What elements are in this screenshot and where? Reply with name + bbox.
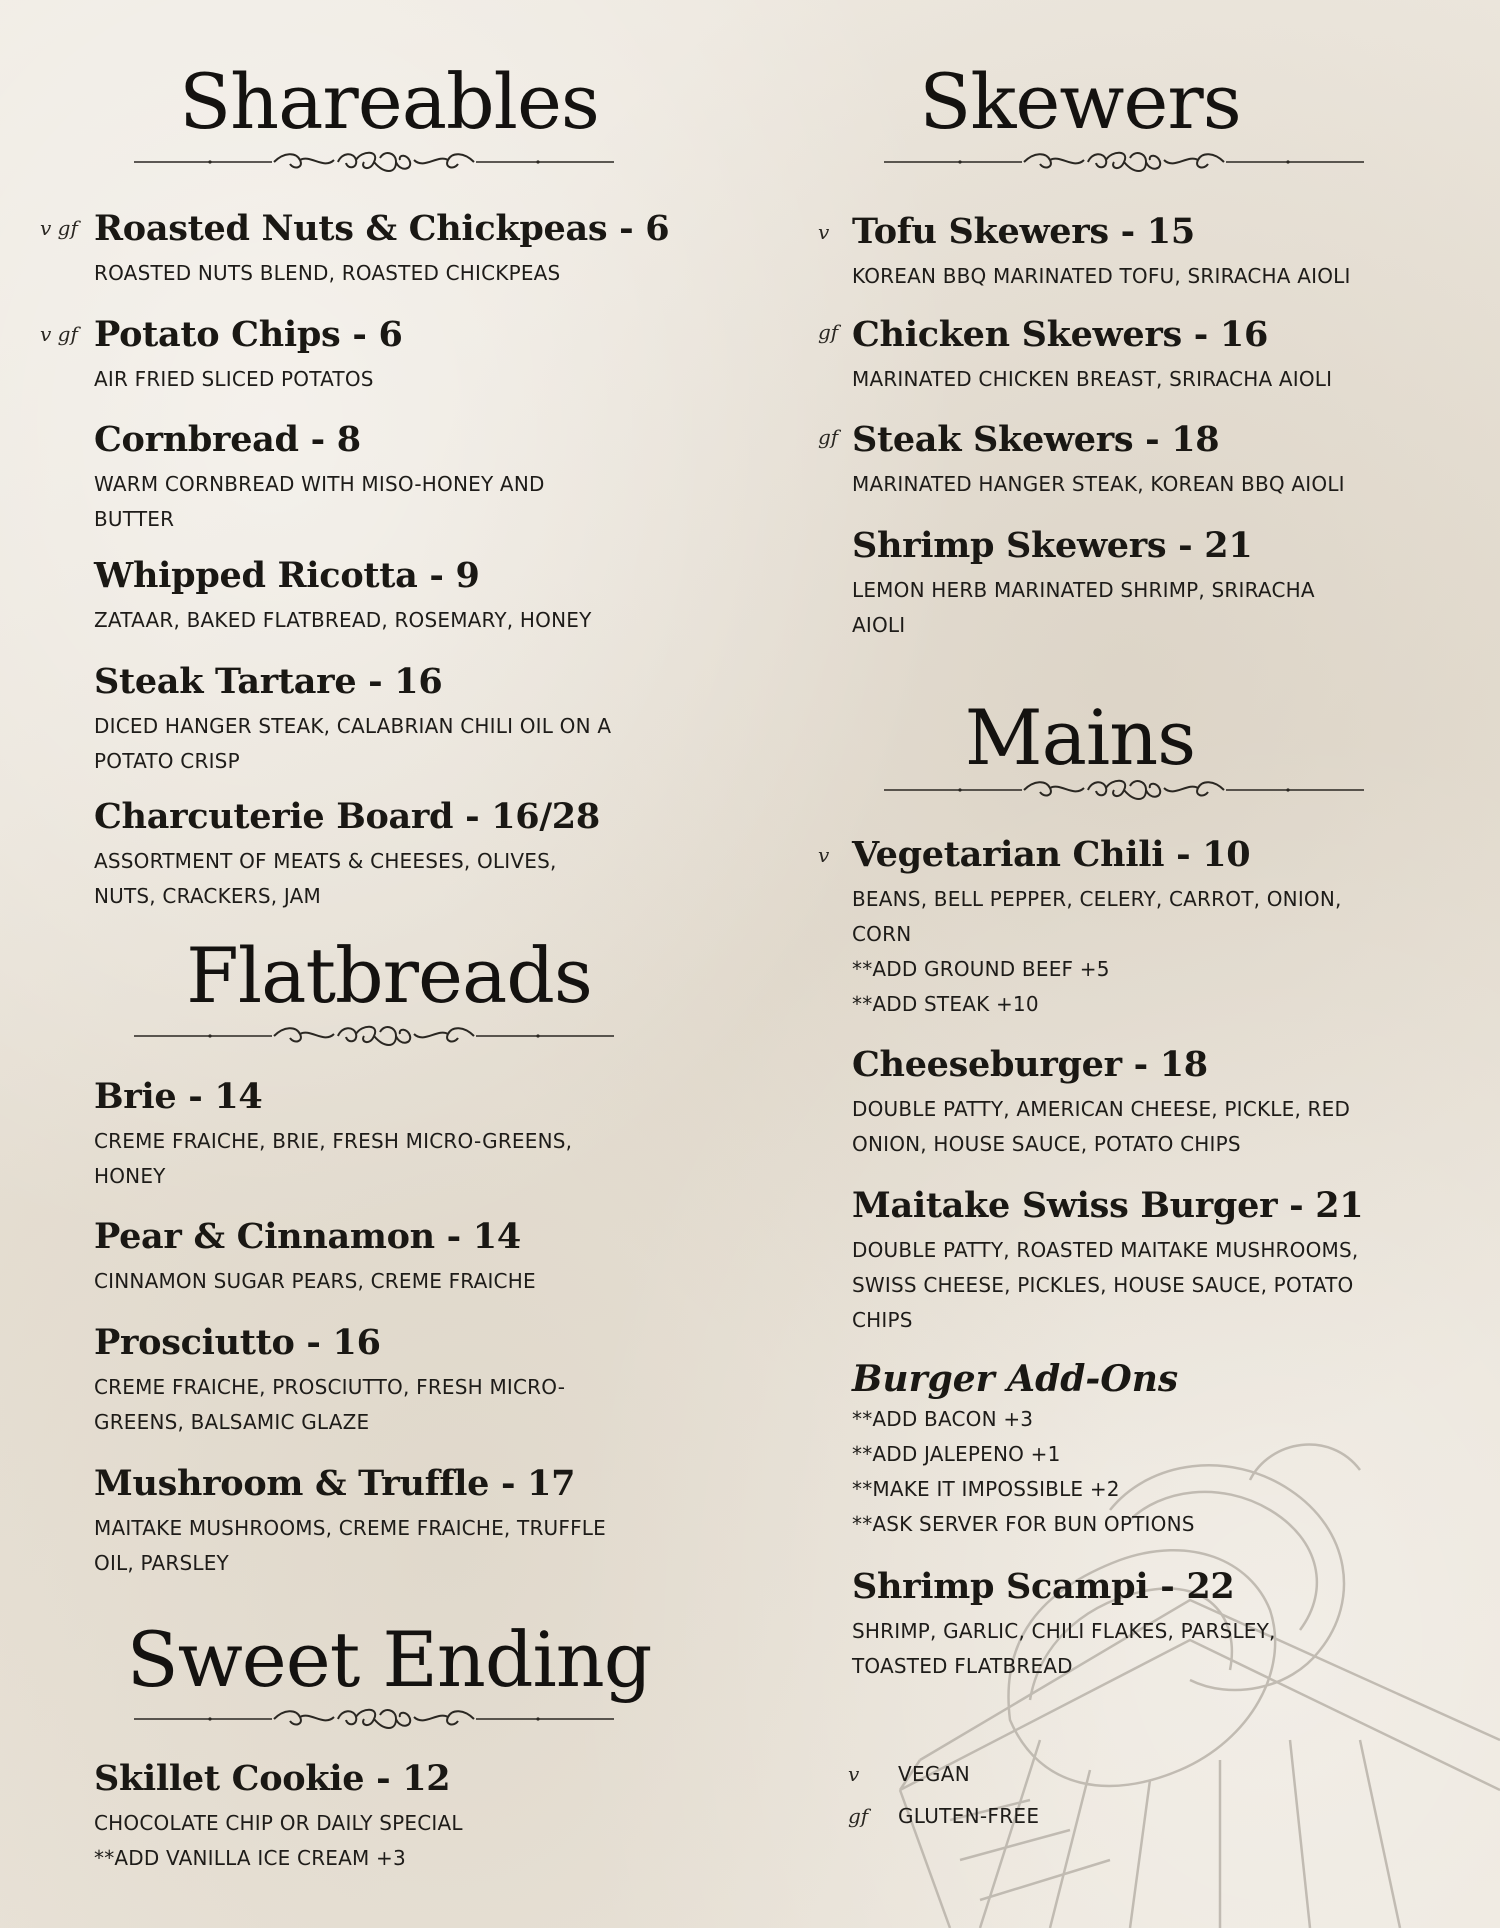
menu-item: [852, 1566, 1276, 1684]
item-name: Tofu Skewers - 15: [852, 211, 1195, 252]
section-title-skewers: Skewers: [919, 57, 1241, 146]
legend-symbol: gf: [848, 1804, 869, 1828]
ornament-divider: [884, 150, 1364, 174]
item-name: Pear & Cinnamon - 14: [94, 1216, 521, 1257]
dietary-tag: v gf: [40, 322, 78, 346]
item-name: Roasted Nuts & Chickpeas - 6: [94, 208, 670, 249]
menu-item: [94, 1076, 572, 1194]
dietary-tag: v: [818, 843, 830, 867]
item-description: CHOCOLATE CHIP OR DAILY SPECIAL **ADD VANILLA ICE CREAM +3: [94, 1811, 463, 1870]
menu-item: [94, 1322, 565, 1440]
item-description: MARINATED HANGER STEAK, KOREAN BBQ AIOLI: [852, 472, 1345, 496]
dietary-tag: gf: [818, 320, 839, 344]
item-name: Prosciutto - 16: [94, 1322, 381, 1363]
item-description: ASSORTMENT OF MEATS & CHEESES, OLIVES, NUTS, CRACKERS, JAM: [94, 849, 557, 908]
menu-item: [94, 1216, 536, 1299]
item-name: Shrimp Skewers - 21: [852, 525, 1253, 566]
item-name: Brie - 14: [94, 1076, 263, 1117]
menu-item: [852, 1044, 1350, 1162]
section-title-mains: Mains: [964, 693, 1196, 782]
item-description: CREME FRAICHE, PROSCIUTTO, FRESH MICRO- GREENS, BALSAMIC GLAZE: [94, 1375, 566, 1434]
ornament-divider: [884, 778, 1364, 802]
legend-row-gluten-free: [848, 1804, 1039, 1828]
item-description: AIR FRIED SLICED POTATOS: [94, 367, 374, 391]
item-name: Charcuterie Board - 16/28: [94, 796, 600, 837]
item-name: Steak Skewers - 18: [852, 419, 1220, 460]
section-title-flatbreads: Flatbreads: [186, 931, 592, 1020]
item-description: DICED HANGER STEAK, CALABRIAN CHILI OIL ON A POTATO CRISP: [94, 714, 612, 773]
item-description: **ADD BACON +3 **ADD JALEPENO +1 **MAKE IT IMPOSSIBLE +2 **ASK SERVER FOR BUN OPTIONS: [852, 1407, 1195, 1536]
item-description: MAITAKE MUSHROOMS, CREME FRAICHE, TRUFFLE OIL, PARSLEY: [94, 1516, 606, 1575]
menu-item: [852, 314, 1332, 397]
item-description: MARINATED CHICKEN BREAST, SRIRACHA AIOLI: [852, 367, 1333, 391]
dietary-tag: v gf: [40, 216, 78, 240]
menu-item: [94, 314, 403, 397]
ornament-divider: [134, 1707, 614, 1731]
item-name: Shrimp Scampi - 22: [852, 1566, 1235, 1607]
legend-label: GLUTEN-FREE: [898, 1804, 1040, 1828]
menu-item: [852, 211, 1351, 294]
item-description: WARM CORNBREAD WITH MISO-HONEY AND BUTTER: [94, 472, 545, 531]
menu-item: [94, 555, 592, 638]
legend-symbol: v: [848, 1762, 860, 1786]
item-description: ZATAAR, BAKED FLATBREAD, ROSEMARY, HONEY: [94, 608, 592, 632]
item-description: ROASTED NUTS BLEND, ROASTED CHICKPEAS: [94, 261, 561, 285]
item-name: Cheeseburger - 18: [852, 1044, 1208, 1085]
item-name: Potato Chips - 6: [94, 314, 403, 355]
ornament-divider: [134, 150, 614, 174]
item-name: Cornbread - 8: [94, 419, 361, 460]
item-name: Chicken Skewers - 16: [852, 314, 1268, 355]
menu-item: [852, 834, 1342, 1022]
menu-item: [852, 525, 1315, 643]
menu-item: [94, 1463, 606, 1581]
menu-item: [94, 661, 611, 779]
ornament-divider: [134, 1024, 614, 1048]
section-title-sweet-ending: Sweet Ending: [126, 1615, 652, 1704]
menu-item: [852, 419, 1345, 502]
menu-item: [94, 419, 545, 537]
item-name: Mushroom & Truffle - 17: [94, 1463, 576, 1504]
item-name: Burger Add-Ons: [852, 1358, 1179, 1400]
dietary-tag: gf: [818, 425, 839, 449]
legend-label: VEGAN: [898, 1762, 970, 1786]
legend-row-vegan: [848, 1762, 970, 1786]
item-description: CREME FRAICHE, BRIE, FRESH MICRO-GREENS, HONEY: [94, 1129, 573, 1188]
item-name: Whipped Ricotta - 9: [94, 555, 480, 596]
item-description: DOUBLE PATTY, ROASTED MAITAKE MUSHROOMS, SWISS CHEESE, PICKLES, HOUSE SAUCE, POTATO CHIPS: [852, 1238, 1359, 1332]
section-title-shareables: Shareables: [179, 57, 599, 146]
menu-item: [94, 208, 669, 291]
item-name: Skillet Cookie - 12: [94, 1758, 451, 1799]
menu-item: [94, 796, 600, 914]
item-description: CINNAMON SUGAR PEARS, CREME FRAICHE: [94, 1269, 536, 1293]
item-description: DOUBLE PATTY, AMERICAN CHEESE, PICKLE, RED ONION, HOUSE SAUCE, POTATO CHIPS: [852, 1097, 1351, 1156]
item-description: SHRIMP, GARLIC, CHILI FLAKES, PARSLEY, TOASTED FLATBREAD: [852, 1619, 1276, 1678]
menu-item-burger-add-ons: [852, 1358, 1195, 1542]
item-description: BEANS, BELL PEPPER, CELERY, CARROT, ONION, CORN **ADD GROUND BEEF +5 **ADD STEAK +10: [852, 887, 1342, 1016]
item-name: Vegetarian Chili - 10: [852, 834, 1251, 875]
item-description: LEMON HERB MARINATED SHRIMP, SRIRACHA AIOLI: [852, 578, 1315, 637]
item-name: Maitake Swiss Burger - 21: [852, 1185, 1364, 1226]
menu-item: [852, 1185, 1363, 1338]
dietary-tag: v: [818, 220, 830, 244]
item-name: Steak Tartare - 16: [94, 661, 443, 702]
menu-item: [94, 1758, 463, 1876]
item-description: KOREAN BBQ MARINATED TOFU, SRIRACHA AIOLI: [852, 264, 1351, 288]
